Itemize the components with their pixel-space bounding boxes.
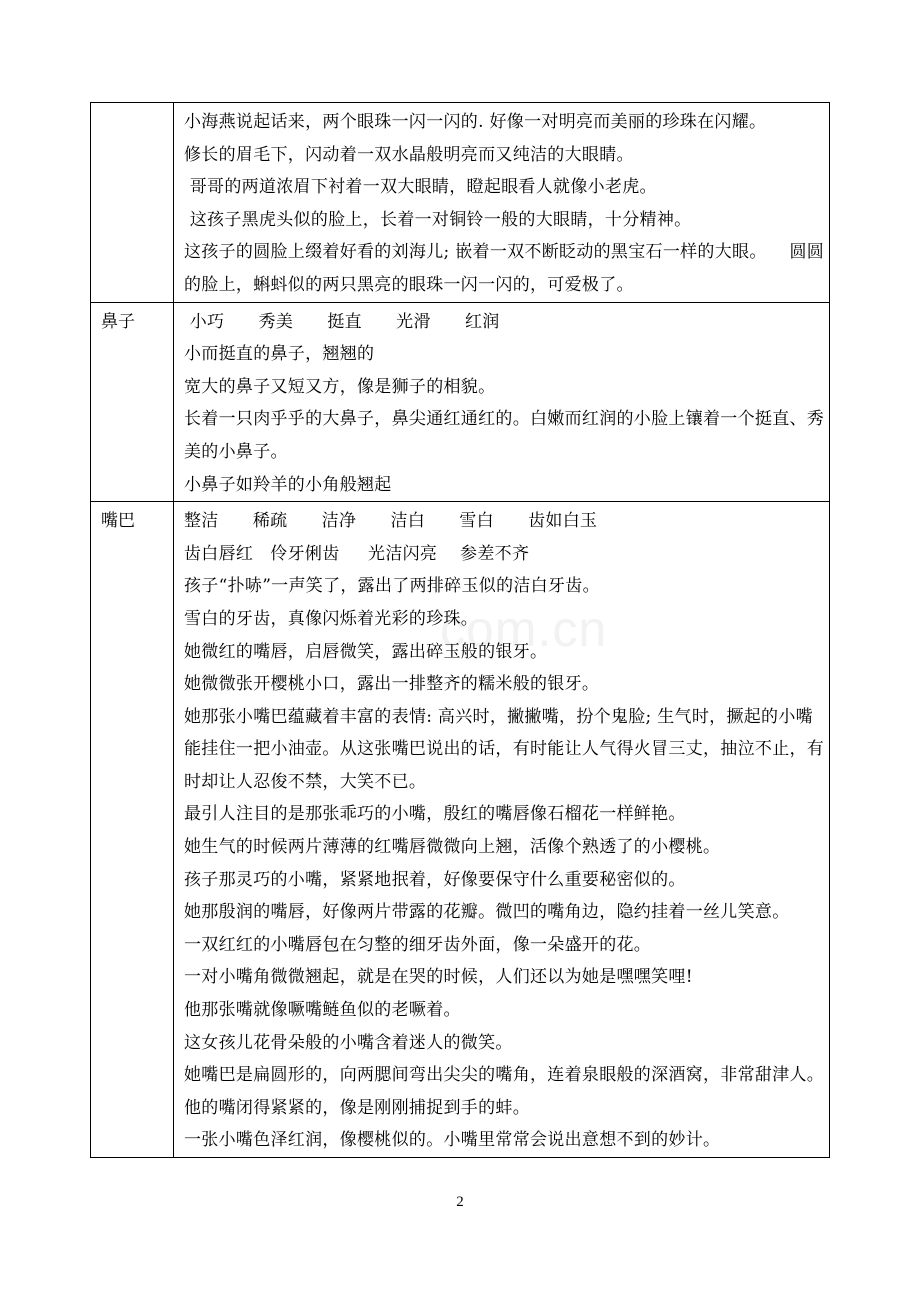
watermark: com.cn	[440, 601, 608, 657]
page-number: 2	[456, 1194, 464, 1210]
table-row-nose	[91, 302, 830, 502]
text-line: 她生气的时候两片薄薄的红嘴唇微微向上翘，活像个熟透了的小樱桃。	[184, 837, 721, 858]
row-label: 嘴巴	[91, 502, 174, 1158]
text-line: 一双红红的小嘴唇包在匀整的细牙齿外面，像一朵盛开的花。	[184, 934, 652, 955]
table-row-eyes	[91, 103, 830, 303]
text-line: 她那殷润的嘴唇，好像两片带露的花瓣。微凹的嘴角边，隐约挂着一丝儿笑意。	[184, 902, 790, 923]
text-line: 小而挺直的鼻子，翘翘的	[184, 344, 375, 365]
text-line: 齿白唇红 伶牙俐齿 光洁闪亮 参差不齐	[184, 543, 530, 564]
text-line: 孩子“扑哧”一声笑了，露出了两排碎玉似的洁白牙齿。	[184, 576, 600, 597]
text-line: 她微红的嘴唇，启唇微笑，露出碎玉般的银牙。	[184, 641, 548, 662]
text-line: 这孩子的圆脸上缀着好看的刘海儿; 嵌着一双不断眨动的黑宝石一样的大眼。 圆圆的脸上，蝌蚪似的两只黑亮的眼珠一闪一闪的，可爱极了。	[184, 242, 825, 295]
text-line: 她微微张开樱桃小口，露出一排整齐的糯米般的银牙。	[184, 674, 600, 695]
text-line: 这孩子黑虎头似的脸上，长着一对铜铃一般的大眼睛，十分精神。	[184, 209, 692, 230]
row-content	[174, 103, 830, 303]
text-line: 她那张小嘴巴蕴藏着丰富的表情: 高兴时，撇撇嘴，扮个鬼脸; 生气时，撅起的小嘴能挂住一把小油壶。从这张嘴巴说出的话，有时能让人气得火冒三丈，抽泣不止，有时却让人忍俊不禁，大笑不已。	[184, 706, 825, 792]
text-line: 孩子那灵巧的小嘴，紧紧地抿着，好像要保守什么重要秘密似的。	[184, 869, 686, 890]
text-line: 他那张嘴就像噘嘴鲢鱼似的老噘着。	[184, 1000, 461, 1021]
text-line: 雪白的牙齿，真像闪烁着光彩的珍珠。	[184, 608, 479, 629]
text-line: 小巧 秀美 挺直 光滑 红润	[184, 311, 500, 332]
text-line: 一张小嘴色泽红润，像樱桃似的。小嘴里常常会说出意想不到的妙计。	[184, 1130, 721, 1151]
text-line: 最引人注目的是那张乖巧的小嘴，殷红的嘴唇像石榴花一样鲜艳。	[184, 804, 686, 825]
text-line: 宽大的鼻子又短又方，像是狮子的相貌。	[184, 376, 496, 397]
row-content	[174, 502, 830, 1158]
text-line: 她嘴巴是扁圆形的，向两腮间弯出尖尖的嘴角，连着泉眼般的深酒窝，非常甜津人。	[184, 1065, 825, 1086]
text-line: 小鼻子如羚羊的小角般翘起	[184, 474, 392, 495]
text-line: 小海燕说起话来，两个眼珠一闪一闪的. 好像一对明亮而美丽的珍珠在闪耀。	[184, 112, 767, 132]
row-content	[174, 302, 830, 502]
row-label	[91, 103, 174, 303]
text-line: 他的嘴闭得紧紧的，像是刚刚捕捉到手的蚌。	[184, 1097, 530, 1118]
text-line: 这女孩儿花骨朵般的小嘴含着迷人的微笑。	[184, 1032, 513, 1053]
text-line: 长着一只肉乎乎的大鼻子，鼻尖通红通红的。白嫩而红润的小脸上镶着一个挺直、秀美的小鼻子。	[184, 409, 825, 462]
table-row-mouth	[91, 502, 830, 1158]
text-line: 一对小嘴角微微翘起，就是在哭的时候，人们还以为她是嘿嘿笑哩!	[184, 967, 693, 988]
row-label: 鼻子	[91, 302, 174, 502]
text-line: 整洁 稀疏 洁净 洁白 雪白 齿如白玉	[184, 511, 598, 532]
text-line: 修长的眉毛下，闪动着一双水晶般明亮而又纯洁的大眼睛。	[184, 144, 634, 165]
text-line: 哥哥的两道浓眉下衬着一双大眼睛，瞪起眼看人就像小老虎。	[184, 177, 657, 198]
content-table	[90, 102, 830, 1158]
